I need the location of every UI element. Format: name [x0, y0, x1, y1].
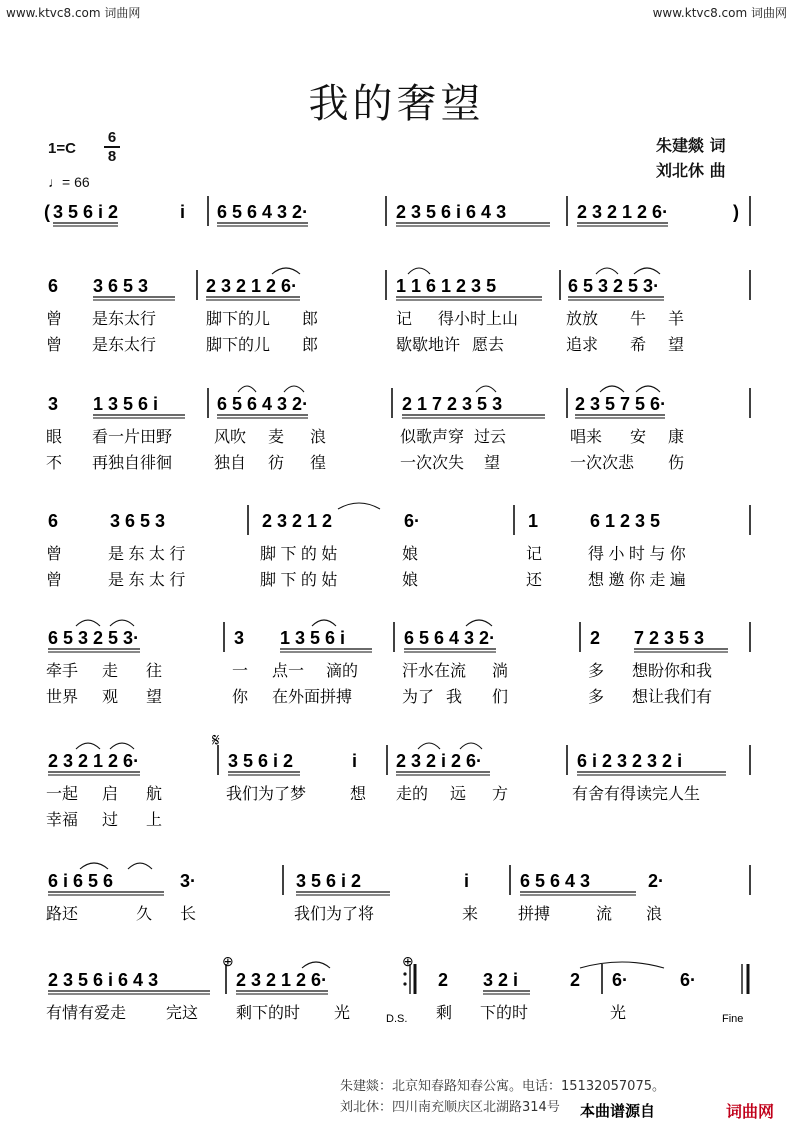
note-group: i: [180, 202, 186, 222]
lyric-verse-2: 是东太行: [92, 337, 157, 354]
note-group: 3: [234, 628, 245, 648]
lyric-verse-1: 流: [596, 906, 613, 923]
song-title: 我的奢望: [308, 81, 485, 127]
lyric-verse-1: 记: [396, 311, 413, 328]
lyric-verse-2: 世界: [46, 689, 79, 706]
lyric-verse-1: 眼: [46, 429, 63, 446]
slur: [634, 268, 660, 274]
lyric-verse-1: 放放: [566, 311, 599, 328]
lyric-verse-2: 在外面拼搏: [272, 689, 353, 706]
lyric-verse-2: 一次次失: [400, 455, 465, 472]
slur: [418, 743, 440, 749]
lyric-verse-1: 安: [630, 429, 647, 446]
lyric-verse-1: 有舍有得读完人生: [572, 786, 701, 803]
note-group: 6 5 6 4 3 2·: [404, 628, 496, 648]
lyric-verse-2: 徨: [310, 455, 327, 472]
score-row: [46, 388, 750, 472]
lyric-verse-2: 郎: [302, 337, 319, 354]
lyric-verse-1: 下的时: [480, 1005, 529, 1022]
lyric-verse-1: 滴的: [326, 663, 359, 680]
note-group: i: [464, 871, 470, 891]
lyric-verse-1: 曾: [46, 311, 63, 328]
lyric-verse-1: 来: [462, 906, 479, 923]
repeat-dot: [403, 972, 406, 975]
lyric-verse-1: 走: [102, 663, 119, 680]
lyric-verse-1: 多: [588, 663, 605, 680]
note-group: 2: [570, 970, 581, 990]
lyric-verse-2: 娘: [402, 572, 419, 589]
lyric-verse-1: 唱来: [570, 429, 603, 446]
lyric-verse-1: 光: [610, 1005, 627, 1022]
score-row: [44, 196, 750, 226]
watermark-right: www.ktvc8.com 词曲网: [652, 6, 787, 20]
lyric-verse-2: 望: [668, 337, 685, 354]
note-group: 6·: [680, 970, 697, 990]
lyric-verse-1: 想: [350, 786, 367, 803]
ds-marking: D.S.: [386, 1013, 408, 1025]
slur: [580, 962, 664, 968]
lyric-verse-2: 彷: [268, 455, 285, 472]
key-signature: 1=C: [48, 140, 76, 157]
lyric-verse-1: 脚下的儿: [206, 311, 271, 328]
lyric-verse-2: 脚下的儿: [206, 337, 271, 354]
slur: [466, 620, 492, 626]
note-group: 3·: [180, 871, 197, 891]
note-group: 6 5 3 2 5 3·: [48, 628, 140, 648]
lyric-verse-1: 脚 下 的 姑: [260, 546, 338, 563]
lyric-verse-1: 浪: [310, 429, 327, 446]
slur: [460, 743, 482, 749]
lyric-verse-1: 久: [136, 906, 153, 923]
lyric-verse-1: 航: [146, 786, 163, 803]
slur: [476, 386, 496, 392]
note-group: 3 6 5 3: [93, 276, 149, 296]
lyric-verse-2: 们: [492, 689, 509, 706]
lyric-verse-1: 牵手: [46, 663, 79, 680]
lyric-verse-2: 脚 下 的 姑: [260, 572, 338, 589]
lyric-verse-1: 一: [232, 663, 249, 680]
slur: [110, 620, 134, 626]
lyric-verse-1: 牛: [630, 311, 647, 328]
note-group: 2 3 2 1 2 6·: [577, 202, 669, 222]
slur: [312, 620, 336, 626]
lyric-verse-1: 剩: [436, 1005, 453, 1022]
slur: [596, 268, 618, 274]
lyric-verse-1: 是东太行: [92, 311, 157, 328]
lyricist-credit: 朱建燚 词: [656, 136, 726, 155]
note-group: 7 2 3 5 3: [634, 628, 705, 648]
lyric-verse-1: 长: [180, 906, 197, 923]
footer-lyricist-contact: 朱建燚：北京知春路知春公寓。电话：15132057075。: [340, 1079, 665, 1094]
note-group: 6 i 6 5 6: [48, 871, 114, 891]
lyric-verse-1: 淌: [492, 663, 509, 680]
lyric-verse-1: 剩下的时: [236, 1005, 301, 1022]
lyric-verse-2: 再独自徘徊: [92, 455, 173, 472]
lyric-verse-1: 我们为了将: [294, 906, 375, 923]
lyric-verse-1: 路还: [46, 906, 79, 923]
note-group: 2 3 2 1 2 6·: [236, 970, 328, 990]
slur: [408, 268, 430, 274]
slur: [110, 743, 134, 749]
lyric-verse-2: 幸福: [46, 812, 79, 829]
note-group: 6 5 6 4 3 2·: [217, 394, 309, 414]
score-row: [46, 964, 696, 1022]
lyric-verse-2: 一次次悲: [570, 455, 635, 472]
score-row: [46, 865, 750, 923]
lyric-verse-1: 拼搏: [518, 906, 551, 923]
note-group: 2 3 5 6 i 6 4 3: [396, 202, 507, 222]
note-group: 2: [590, 628, 601, 648]
note-group: 2: [438, 970, 449, 990]
lyric-verse-2: 歇歇地许: [396, 337, 461, 354]
lyric-verse-2: 曾: [46, 572, 63, 589]
lyric-verse-1: 想盼你和我: [632, 663, 713, 680]
note-group: 6 5 6 4 3 2·: [217, 202, 309, 222]
note-group: 1: [528, 511, 539, 531]
lyric-verse-1: 风吹: [214, 429, 247, 446]
slur: [284, 386, 304, 392]
lyric-verse-2: 是 东 太 行: [108, 572, 186, 589]
note-group: 1 3 5 6 i: [280, 628, 346, 648]
lyric-verse-1: 是 东 太 行: [108, 546, 186, 563]
lyric-verse-1: 看一片田野: [92, 429, 173, 446]
lyric-verse-1: 康: [668, 429, 685, 446]
lyric-verse-1: 一起: [46, 786, 79, 803]
lyric-verse-1: 走的: [396, 786, 429, 803]
lyric-verse-2: 过: [102, 812, 119, 829]
note-group: 6: [48, 276, 59, 296]
lyric-verse-1: 完这: [166, 1005, 199, 1022]
note-group: 2 3 2 1 2: [262, 511, 333, 531]
note-group: 3 5 6 i 2: [296, 871, 362, 891]
note-group: 2 3 5 7 5 6·: [575, 394, 667, 414]
lyric-verse-1: 似歌声穿: [400, 429, 465, 446]
lyric-verse-1: 汗水在流: [402, 663, 467, 680]
note-group: ): [733, 202, 739, 222]
fine-marking: Fine: [722, 1013, 744, 1025]
slur: [272, 268, 300, 274]
note-group: 6 5 6 4 3: [520, 871, 591, 891]
note-group: 6: [48, 511, 59, 531]
lyric-verse-2: 上: [146, 812, 163, 829]
note-group: 3 5 6 i 2: [228, 751, 294, 771]
lyric-verse-1: 麦: [268, 429, 285, 446]
lyric-verse-1: 光: [334, 1005, 351, 1022]
lyric-verse-1: 浪: [646, 906, 663, 923]
note-group: 6 5 3 2 5 3·: [568, 276, 660, 296]
lyric-verse-1: 记: [526, 546, 543, 563]
lyric-verse-1: 我们为了梦: [226, 786, 307, 803]
watermark-left: www.ktvc8.com 词曲网: [6, 6, 141, 20]
slur: [302, 962, 330, 968]
note-group: 3 2 i: [483, 970, 519, 990]
time-sig-bottom: 8: [107, 148, 117, 165]
composer-credit: 刘北休 曲: [656, 161, 726, 180]
slur: [76, 620, 100, 626]
lyric-verse-1: 有情有爱走: [46, 1005, 127, 1022]
note-group: 3 6 5 3: [110, 511, 166, 531]
slur: [636, 386, 660, 392]
lyric-verse-2: 想让我们有: [632, 689, 713, 706]
note-group: 6·: [612, 970, 629, 990]
lyric-verse-2: 还: [526, 572, 543, 589]
lyric-verse-2: 曾: [46, 337, 63, 354]
note-group: 6·: [404, 511, 421, 531]
note-group: 2 3 2 1 2 6·: [48, 751, 140, 771]
lyric-verse-1: 得小时上山: [438, 311, 519, 328]
note-group: 2 3 2 1 2 6·: [206, 276, 298, 296]
note-group: 6 i 2 3 2 3 2 i: [577, 751, 683, 771]
score-row: [46, 505, 750, 589]
note-group: 2 3 2 i 2 6·: [396, 751, 483, 771]
segno-icon: 𝄋: [212, 730, 220, 750]
lyric-verse-1: 远: [450, 786, 467, 803]
lyric-verse-2: 望: [146, 689, 163, 706]
coda-icon: ⊕: [222, 953, 234, 969]
lyric-verse-1: 曾: [46, 546, 63, 563]
note-group: 6 1 2 3 5: [590, 511, 661, 531]
lyric-verse-2: 为了: [402, 689, 435, 706]
lyric-verse-2: 希: [630, 337, 647, 354]
score-row: [46, 622, 750, 706]
lyric-verse-1: 过云: [474, 429, 507, 446]
brand-logo: 词曲网: [726, 1102, 775, 1121]
note-group: 2·: [648, 871, 665, 891]
slur: [80, 863, 108, 869]
note-group: (: [44, 202, 50, 222]
slur: [600, 386, 624, 392]
coda-icon: ⊕: [402, 953, 414, 969]
lyric-verse-1: 娘: [402, 546, 419, 563]
lyric-verse-1: 方: [492, 786, 509, 803]
slur: [338, 503, 380, 509]
slur: [128, 863, 152, 869]
lyric-verse-1: 点一: [272, 663, 305, 680]
slur: [238, 386, 256, 392]
lyric-verse-2: 我: [446, 689, 463, 706]
lyric-verse-2: 你: [232, 689, 249, 706]
note-group: 1 3 5 6 i: [93, 394, 159, 414]
lyric-verse-1: 羊: [668, 311, 685, 328]
lyric-verse-1: 往: [146, 663, 163, 680]
time-sig-top: 6: [107, 129, 117, 146]
lyric-verse-1: 郎: [302, 311, 319, 328]
note-group: 3: [48, 394, 59, 414]
lyric-verse-1: 启: [102, 786, 119, 803]
note-group: i: [352, 751, 358, 771]
lyric-verse-2: 多: [588, 689, 605, 706]
lyric-verse-2: 追求: [566, 337, 599, 354]
lyric-verse-2: 不: [46, 455, 63, 472]
source-label: 本曲谱源自: [580, 1102, 656, 1120]
score-row: [46, 270, 750, 354]
note-group: 1 1 6 1 2 3 5: [396, 276, 497, 296]
lyric-verse-2: 伤: [668, 455, 685, 472]
lyric-verse-1: 得 小 时 与 你: [588, 546, 686, 563]
lyric-verse-2: 望: [484, 455, 501, 472]
score-row: [46, 745, 750, 829]
lyric-verse-2: 想 邀 你 走 遍: [588, 572, 686, 589]
repeat-dot: [403, 982, 406, 985]
lyric-verse-2: 愿去: [472, 337, 505, 354]
note-group: 2 1 7 2 3 5 3: [402, 394, 503, 414]
lyric-verse-2: 观: [102, 689, 119, 706]
note-group: 3 5 6 i 2: [53, 202, 119, 222]
footer-composer-contact: 刘北休：四川南充顺庆区北湖路314号: [340, 1100, 560, 1115]
slur: [76, 743, 100, 749]
tempo-marking: ♩= 66: [48, 174, 90, 190]
lyric-verse-2: 独自: [214, 455, 247, 472]
note-group: 2 3 5 6 i 6 4 3: [48, 970, 159, 990]
